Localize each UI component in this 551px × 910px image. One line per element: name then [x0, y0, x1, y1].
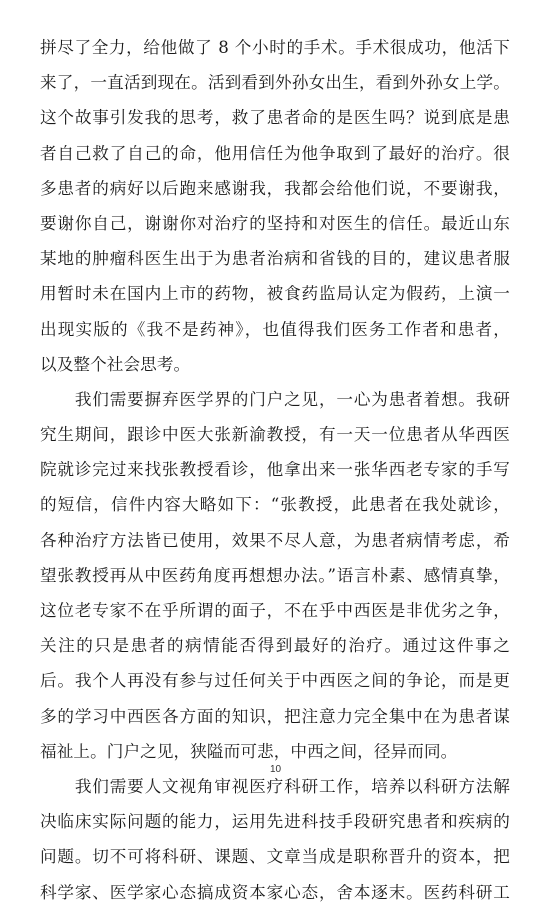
text-line: 拼尽了全力，给他做了 8 个小时的手术。手术很成功，他活下: [40, 38, 510, 57]
text-line: 后。我个人再没有参与过任何关于中西医之间的争论，而是更: [40, 671, 510, 691]
page-number: 10: [269, 764, 282, 775]
document-body: [40, 30, 510, 910]
text-line: 要谢你自己，谢谢你对治疗的坚持和对医生的信任。最近山东: [40, 213, 510, 233]
text-line: 来了，一直活到现在。活到看到外孙女出生，看到外孙女上学。: [40, 73, 510, 93]
text-line: 以及整个社会思考。: [40, 354, 191, 374]
text-line: 出现实版的《我不是药神》，也值得我们医务工作者和患者，: [40, 319, 510, 339]
text-line: 问题。切不可将科研、课题、文章当成是职称晋升的资本，把: [40, 847, 510, 867]
text-line: 多的学习中西医各方面的知识，把注意力完全集中在为患者谋: [40, 706, 510, 726]
text-line: 究生期间，跟诊中医大张新渝教授，有一天一位患者从华西医: [40, 425, 510, 445]
text-line: 各种治疗方法皆已使用，效果不尽人意，为患者病情考虑，希: [40, 530, 510, 550]
text-line: 我们需要人文视角审视医疗科研工作，培养以科研方法解: [40, 776, 510, 796]
text-line: 的短信，信件内容大略如下：“张教授，此患者在我处就诊，: [40, 495, 510, 515]
text-line: 决临床实际问题的能力，运用先进科技手段研究患者和疾病的: [40, 812, 510, 832]
text-line: 关注的只是患者的病情能否得到最好的治疗。通过这件事之: [40, 636, 510, 656]
text-line: 者自己救了自己的命，他用信任为他争取到了最好的治疗。很: [40, 143, 510, 163]
text-line: 福祉上。门户之见，狭隘而可悲，中西之间，径异而同。: [40, 741, 458, 761]
text-line: 院就诊完过来找张教授看诊，他拿出来一张华西老专家的手写: [40, 460, 510, 480]
text-line: 这位老专家不在乎所谓的面子，不在乎中西医是非优劣之争，: [40, 601, 510, 620]
text-line: 多患者的病好以后跑来感谢我，我都会给他们说，不要谢我，: [40, 178, 510, 198]
text-line: 这个故事引发我的思考，救了患者命的是医生吗？说到底是患: [40, 108, 510, 128]
text-line: 用暂时未在国内上市的药物，被食药监局认定为假药，上演一: [40, 284, 510, 304]
text-line: 望张教授再从中医药角度再想想办法。”语言朴素、感情真挚，: [40, 565, 510, 585]
text-line: 我们需要摒弃医学界的门户之见，一心为患者着想。我研: [40, 389, 510, 409]
text-line: 科学家、医学家心态搞成资本家心态，舍本逐末。医药科研工: [40, 882, 510, 902]
text-line: 某地的肿瘤科医生出于为患者治病和省钱的目的，建议患者服: [40, 249, 510, 269]
